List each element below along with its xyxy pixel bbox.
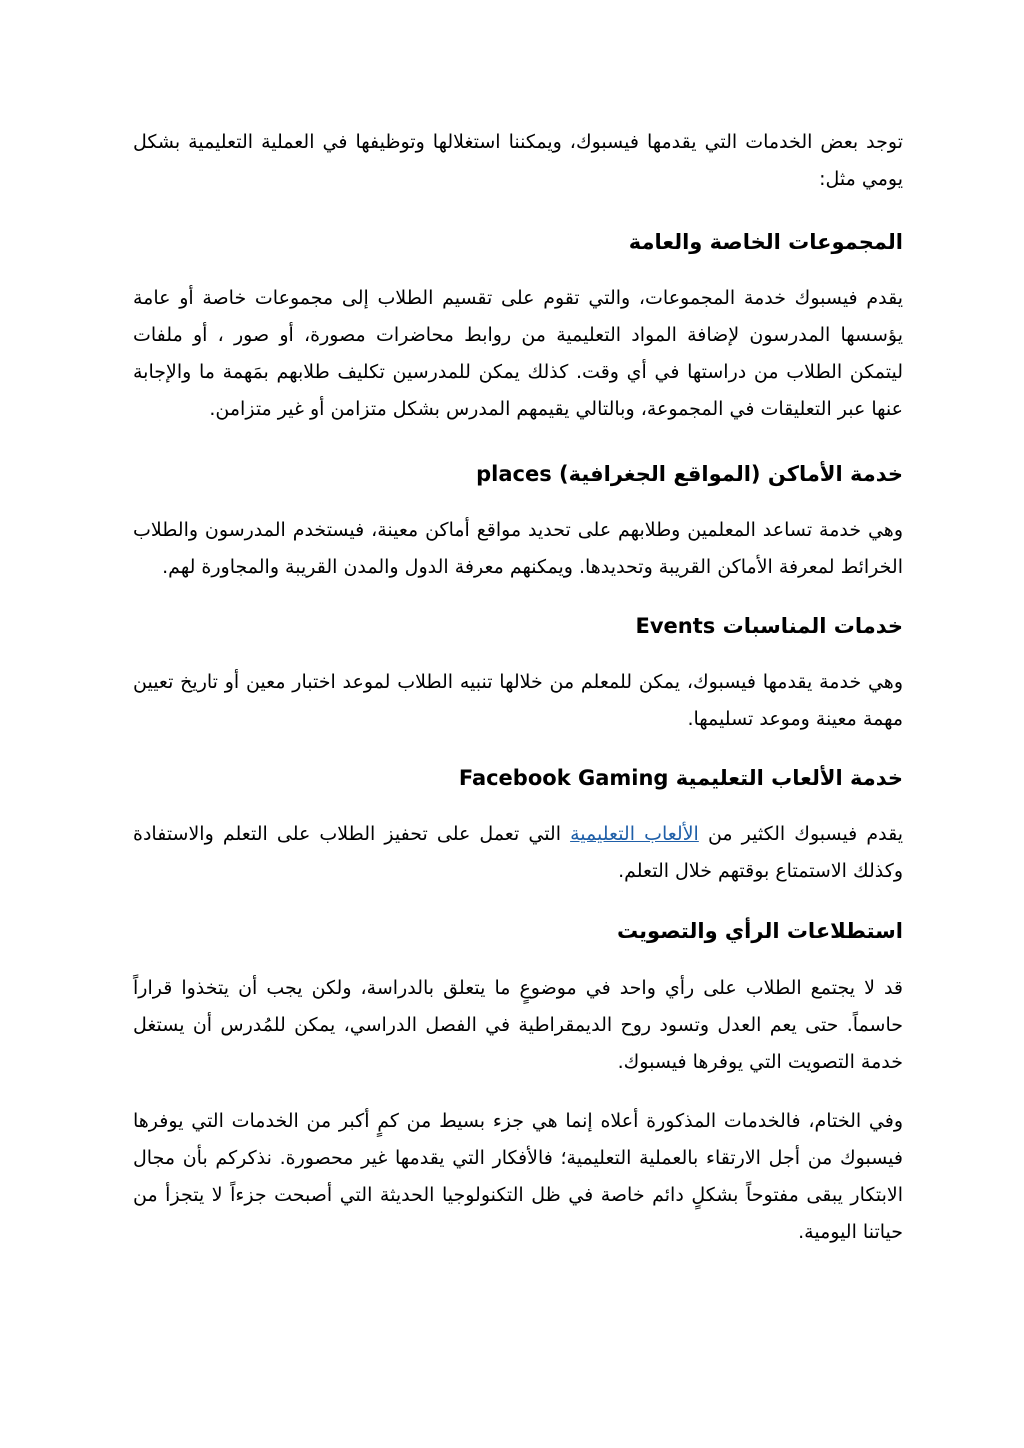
heading-polls: استطلاعات الرأي والتصويت: [616, 919, 903, 943]
paragraph-gaming: [133, 816, 903, 890]
paragraph-events: وهي خدمة يقدمها فيسبوك، يمكن للمعلم من خلالها تنبيه الطلاب لموعد اختبار معين أو تاريخ تعيين مهمة معينة وموعد تسليمها.: [133, 671, 903, 730]
heading-groups: المجموعات الخاصة والعامة: [628, 230, 903, 254]
document-page: [133, 0, 903, 1448]
gaming-text-after: التي تعمل على تحفيز الطلاب على التعلم والاستفادة وكذلك الاستمتاع بوقتهم خلال التعلم.: [133, 823, 903, 882]
educational-games-link[interactable]: الألعاب التعليمية: [570, 823, 699, 845]
paragraph-places: وهي خدمة تساعد المعلمين وطلابهم على تحديد مواقع أماكن معينة، فيستخدم المدرسون والطلاب الخرائط لمعرفة الأماكن القريبة وتحديدها. ويمكنهم معرفة الدول والمدن القريبة والمجاورة لهم.: [133, 519, 903, 578]
paragraph-polls: قد لا يجتمع الطلاب على رأي واحد في موضوعٍ ما يتعلق بالدراسة، ولكن يجب أن يتخذوا قراراً حاسماً. حتى يعم العدل وتسود روح الديمقراطية في الفصل الدراسي، يمكن للمُدرس أن يستغل خدمة التصويت التي يوفرها فيسبوك.: [133, 977, 903, 1073]
heading-gaming: خدمة الألعاب التعليمية Facebook Gaming: [458, 766, 903, 790]
paragraph-groups: يقدم فيسبوك خدمة المجموعات، والتي تقوم على تقسيم الطلاب إلى مجموعات خاصة أو عامة يؤسسها المدرسون لإضافة المواد التعليمية من روابط محاضرات مصورة، أو صور ، أو ملفات ليتمكن الطلاب من دراستها في أي وقت. كذلك يمكن للمدرسين تكليف طلابهم بمَهمة ما والإجابة عنها عبر التعليقات في المجموعة، وبالتالي يقيمهم المدرس بشكل متزامن أو غير متزامن.: [133, 287, 903, 420]
heading-places: خدمة الأماكن (المواقع الجغرافية) places: [476, 462, 903, 486]
intro-paragraph: توجد بعض الخدمات التي يقدمها فيسبوك، ويمكننا استغلالها وتوظيفها في العملية التعليمية بشكل يومي مثل:: [133, 131, 903, 190]
gaming-text-before: يقدم فيسبوك الكثير من: [698, 823, 903, 845]
heading-events: خدمات المناسبات Events: [635, 614, 903, 638]
conclusion-paragraph: وفي الختام، فالخدمات المذكورة أعلاه إنما هي جزء بسيط من كمٍ أكبر من الخدمات التي يوفرها فيسبوك من أجل الارتقاء بالعملية التعليمية؛ فالأفكار التي يقدمها غير محصورة. نذكركم بأن مجال الابتكار يبقى مفتوحاً بشكلٍ دائم خاصة في ظل التكنولوجيا الحديثة التي أصبحت جزءاً لا يتجزأ من حياتنا اليومية.: [133, 1110, 903, 1243]
